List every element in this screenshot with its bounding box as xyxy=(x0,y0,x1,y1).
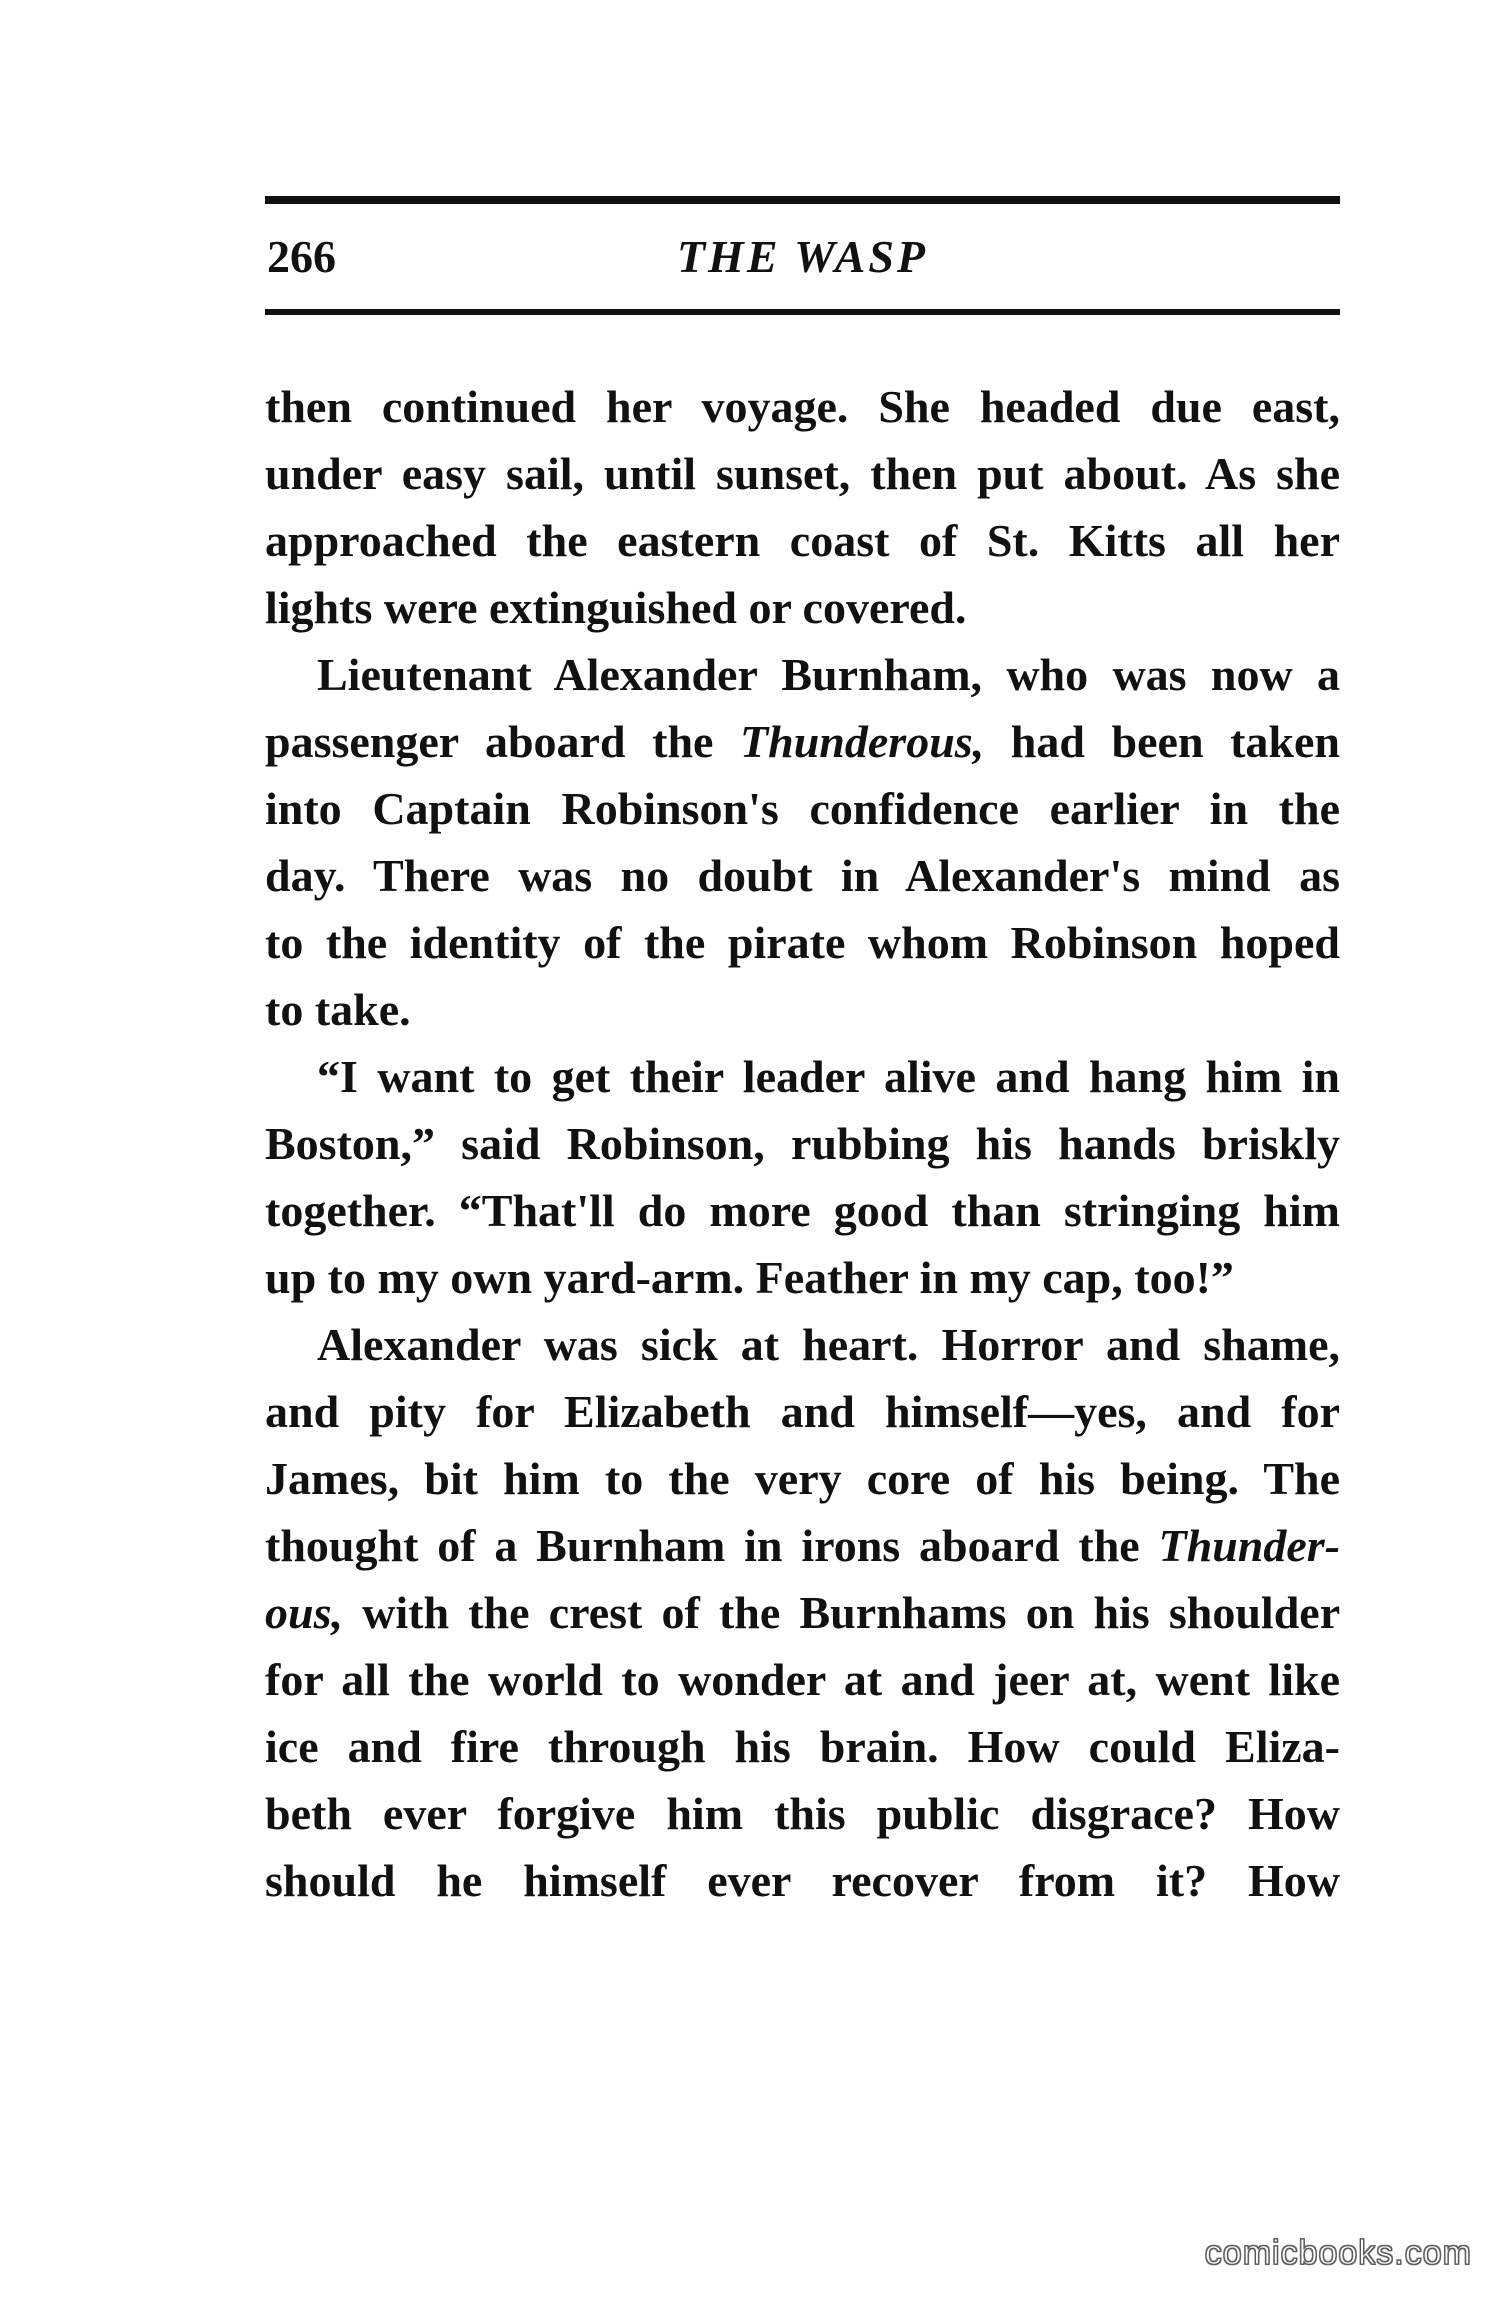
page-number: 266 xyxy=(267,231,336,282)
text-line: to take. xyxy=(265,984,411,1035)
ship-name: Thunder- xyxy=(1158,1520,1340,1571)
text-line: James, bit him to the very core of his being. The xyxy=(265,1453,1340,1504)
text-line: passenger aboard the Thunderous, had been taken xyxy=(265,716,1340,767)
text-line: ice and fire through his brain. How could Eliza- xyxy=(265,1721,1340,1772)
body-text xyxy=(265,373,1340,1914)
text-line: Alexander was sick at heart. Horror and shame, xyxy=(317,1319,1340,1370)
text-line: “I want to get their leader alive and hang him in xyxy=(317,1051,1340,1102)
text-line: thought of a Burnham in irons aboard the Thunder- xyxy=(265,1520,1340,1571)
text-line: and pity for Elizabeth and himself—yes, and for xyxy=(265,1386,1340,1437)
text-line: up to my own yard-arm. Feather in my cap, too!” xyxy=(265,1252,1234,1303)
header-rule-bottom xyxy=(265,309,1340,315)
text-line: day. There was no doubt in Alexander's mind as xyxy=(265,850,1340,901)
text-line: under easy sail, until sunset, then put about. As she xyxy=(265,448,1340,499)
text-line: beth ever forgive him this public disgrace? How xyxy=(265,1788,1340,1839)
watermark: comicbooks.com xyxy=(1204,2234,1472,2272)
text-line: should he himself ever recover from it? How xyxy=(265,1855,1340,1906)
text-line: ous, with the crest of the Burnhams on his shoulder xyxy=(265,1587,1340,1638)
text-line: for all the world to wonder at and jeer at, went like xyxy=(265,1654,1340,1705)
text-line: Lieutenant Alexander Burnham, who was now a xyxy=(317,649,1340,700)
ship-name: Thunderous, xyxy=(740,716,985,767)
text-line: approached the eastern coast of St. Kitts all her xyxy=(265,515,1340,566)
text-line: together. “That'll do more good than stringing him xyxy=(265,1185,1340,1236)
ship-name: ous, xyxy=(265,1587,343,1638)
book-title: THE WASP xyxy=(676,231,929,282)
text-line: Boston,” said Robinson, rubbing his hands briskly xyxy=(265,1118,1340,1169)
header-rule-top xyxy=(265,196,1340,204)
text-line: then continued her voyage. She headed due east, xyxy=(265,381,1340,432)
text-line: to the identity of the pirate whom Robinson hoped xyxy=(265,917,1340,968)
running-head xyxy=(265,222,1340,292)
text-line: lights were extinguished or covered. xyxy=(265,582,967,633)
text-line: into Captain Robinson's confidence earlier in the xyxy=(265,783,1340,834)
